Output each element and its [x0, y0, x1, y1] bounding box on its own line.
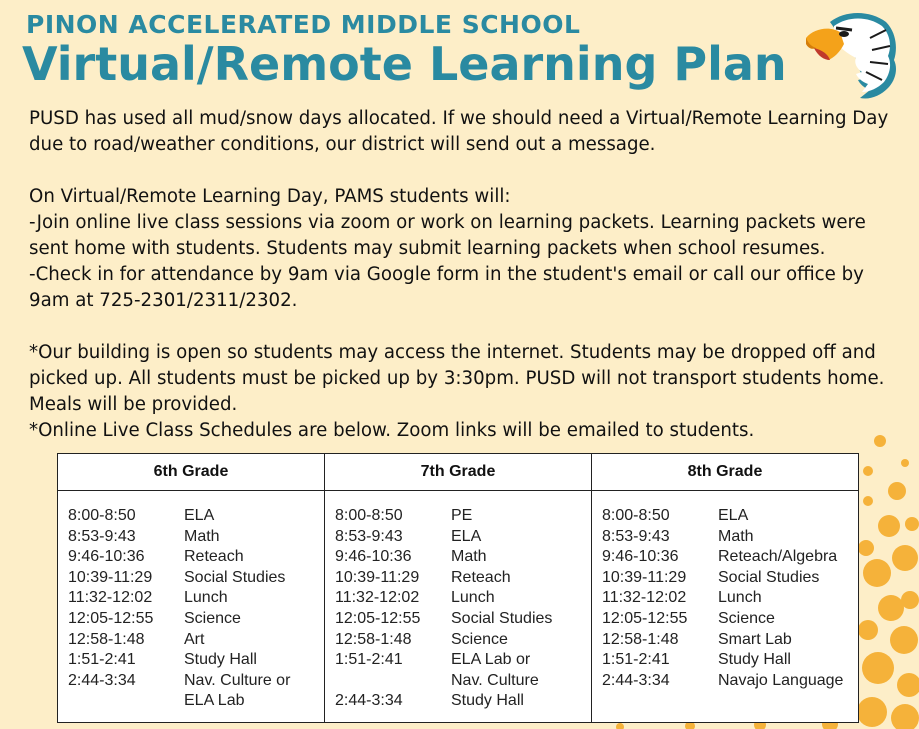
period-time: 9:46-10:36 — [335, 548, 412, 566]
period-subject: Social Studies — [451, 609, 553, 627]
period-subject: Social Studies — [718, 568, 820, 586]
period-subject: ELA — [451, 527, 482, 545]
period-time: 12:05-12:55 — [335, 609, 421, 627]
table-row — [602, 671, 858, 692]
period-subject: Science — [184, 609, 241, 627]
schedule-column-7th — [325, 454, 592, 722]
period-time: 8:00-8:50 — [602, 507, 670, 524]
period-subject: Smart Lab — [718, 630, 792, 648]
table-row — [68, 568, 324, 589]
period-time: 11:32-12:02 — [602, 589, 687, 607]
table-row — [335, 588, 591, 609]
period-time: 10:39-11:29 — [335, 568, 420, 586]
period-time: 8:53-9:43 — [335, 527, 403, 545]
paragraph-students-will: On Virtual/Remote Learning Day, PAMS students will: — [29, 186, 511, 207]
eagle-mascot-icon — [800, 8, 900, 104]
page-title: Virtual/Remote Learning Plan — [22, 37, 787, 91]
plan-description — [29, 106, 891, 444]
table-row — [68, 527, 324, 548]
period-time: 11:32-12:02 — [335, 589, 420, 607]
period-time: 2:44-3:34 — [68, 671, 136, 689]
table-row — [68, 506, 324, 527]
period-subject: Science — [718, 609, 775, 627]
table-row — [602, 609, 858, 630]
table-row — [68, 609, 324, 630]
table-row — [68, 547, 324, 568]
period-time: 1:51-2:41 — [335, 651, 403, 669]
schedule-rows — [58, 491, 324, 712]
period-subject: Lunch — [451, 589, 495, 607]
list-item-attendance: -Check in for attendance by 9am via Google form in the student's email or call our office by 9am at 725-2301/2311/2302. — [29, 264, 864, 311]
period-time: 1:51-2:41 — [68, 651, 136, 669]
period-time: 2:44-3:34 — [602, 671, 670, 689]
table-row — [602, 630, 858, 651]
paragraph-schedule-note: *Online Live Class Schedules are below. Zoom links will be emailed to students. — [29, 420, 755, 441]
period-subject: Math — [718, 527, 754, 545]
table-row — [68, 630, 324, 651]
period-time: 10:39-11:29 — [602, 568, 687, 586]
period-time: 12:05-12:55 — [68, 609, 154, 627]
period-subject: PE — [451, 507, 473, 524]
period-subject: Math — [184, 527, 220, 545]
table-row — [335, 547, 591, 568]
table-row — [68, 650, 324, 671]
period-subject: Study Hall — [451, 692, 524, 710]
period-subject: Navajo Language — [718, 671, 844, 689]
table-row — [335, 630, 591, 651]
period-time: 12:58-1:48 — [335, 630, 412, 648]
period-subject: ELA Lab or Nav. Culture — [451, 651, 539, 689]
period-subject: Social Studies — [184, 568, 286, 586]
period-subject: Reteach — [451, 568, 511, 586]
table-row — [335, 650, 591, 691]
table-row — [602, 527, 858, 548]
period-time: 8:00-8:50 — [68, 507, 136, 524]
table-row — [602, 650, 858, 671]
paragraph-district-message: PUSD has used all mud/snow days allocated. If we should need a Virtual/Remote Learning Day due to road/weather conditions, our district will send out a message. — [29, 108, 889, 155]
period-time: 9:46-10:36 — [68, 548, 145, 566]
period-time: 12:58-1:48 — [68, 630, 145, 648]
table-row — [335, 527, 591, 548]
class-schedule-table — [57, 453, 859, 723]
period-subject: ELA — [184, 507, 215, 524]
period-subject: Math — [451, 548, 487, 566]
grade-header: 8th Grade — [592, 454, 858, 491]
schedule-rows — [592, 491, 858, 691]
period-time: 12:05-12:55 — [602, 609, 688, 627]
period-subject: Reteach/Algebra — [718, 548, 838, 566]
table-row — [68, 671, 324, 712]
period-time: 2:44-3:34 — [335, 692, 403, 710]
paragraph-building-open: *Our building is open so students may access the internet. Students may be dropped off and picked up. All students must be picked up by 3:30pm. PUSD will not transport students home. Meals will be provided. — [29, 342, 885, 415]
period-time: 8:00-8:50 — [335, 507, 403, 524]
period-subject: Reteach — [184, 548, 244, 566]
period-subject: Nav. Culture or ELA Lab — [184, 671, 291, 710]
period-time: 1:51-2:41 — [602, 651, 670, 669]
grade-header: 7th Grade — [325, 454, 591, 491]
table-row — [602, 547, 858, 568]
period-time: 8:53-9:43 — [602, 527, 670, 545]
period-subject: Art — [184, 630, 205, 648]
period-time: 10:39-11:29 — [68, 568, 153, 586]
school-name: PINON ACCELERATED MIDDLE SCHOOL — [26, 10, 581, 39]
table-row — [602, 588, 858, 609]
schedule-column-8th — [592, 454, 858, 722]
table-row — [602, 506, 858, 527]
period-subject: Study Hall — [184, 651, 257, 669]
schedule-column-6th — [58, 454, 325, 722]
period-subject: ELA — [718, 507, 749, 524]
list-item-online-sessions: -Join online live class sessions via zoom or work on learning packets. Learning packets were sent home with students. Students may submit learning packets when school resumes. — [29, 212, 866, 259]
period-subject: Science — [451, 630, 508, 648]
period-subject: Lunch — [718, 589, 762, 607]
table-row — [602, 568, 858, 589]
period-time: 9:46-10:36 — [602, 548, 679, 566]
period-time: 12:58-1:48 — [602, 630, 679, 648]
period-time: 11:32-12:02 — [68, 589, 153, 607]
schedule-rows — [325, 491, 591, 712]
grade-header: 6th Grade — [58, 454, 324, 491]
table-row — [335, 506, 591, 527]
table-row — [335, 609, 591, 630]
table-row — [335, 691, 591, 712]
table-row — [68, 588, 324, 609]
period-subject: Lunch — [184, 589, 228, 607]
period-time: 8:53-9:43 — [68, 527, 136, 545]
table-row — [335, 568, 591, 589]
period-subject: Study Hall — [718, 651, 791, 669]
